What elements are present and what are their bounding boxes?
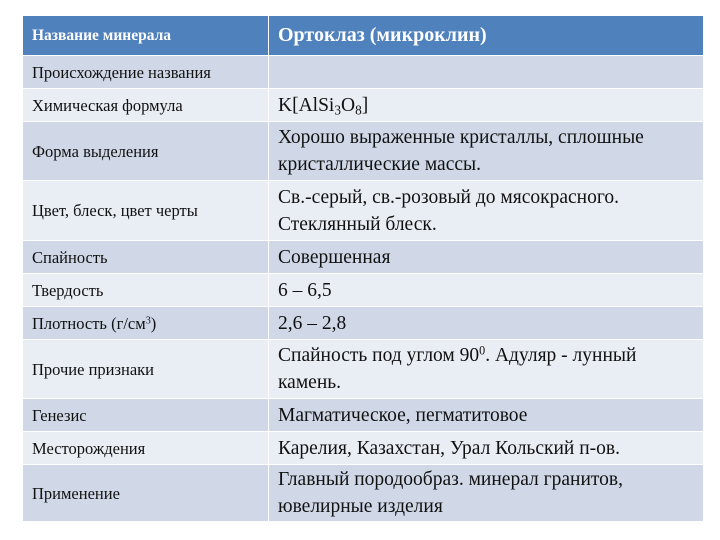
row-label-other-features: Прочие признаки	[23, 340, 269, 399]
table-row	[23, 432, 704, 465]
table-row	[23, 56, 704, 89]
row-value-deposits: Карелия, Казахстан, Урал Кольский п-ов.	[269, 432, 704, 465]
row-value-density: 2,6 – 2,8	[269, 307, 704, 340]
mineral-properties-table	[22, 15, 704, 522]
row-label-density: Плотность $(г/см^3)$	[23, 307, 269, 340]
table-row	[23, 241, 704, 274]
table-row	[23, 465, 704, 522]
row-value-application: Главный породообраз. минерал гранитов, ювелирные изделия	[269, 465, 704, 522]
row-value-color-luster: Св.-серый, св.-розовый до мясокрасного. Стеклянный блеск.	[269, 181, 704, 241]
table-row	[23, 181, 704, 241]
row-label-application: Применение	[23, 465, 269, 522]
row-label-origin-of-name: Происхождение названия	[23, 56, 269, 89]
table-row	[23, 340, 704, 399]
table-header-row	[23, 16, 704, 56]
row-value-hardness: 6 – 6,5	[269, 274, 704, 307]
row-label-cleavage: Спайность	[23, 241, 269, 274]
row-label-deposits: Месторождения	[23, 432, 269, 465]
table-row	[23, 89, 704, 122]
row-value-genesis: Магматическое, пегматитовое	[269, 399, 704, 432]
row-label-color-luster: Цвет, блеск, цвет черты	[23, 181, 269, 241]
row-value-cleavage: Совершенная	[269, 241, 704, 274]
table-row	[23, 307, 704, 340]
row-label-chemical-formula: Химическая формула	[23, 89, 269, 122]
row-value-form: Хорошо выраженные кристаллы, сплошные кристаллические массы.	[269, 122, 704, 181]
table-row	[23, 122, 704, 181]
row-value-origin-of-name	[269, 56, 704, 89]
table-row	[23, 274, 704, 307]
row-value-other-features: Спайность под углом $90^0$. Адуляр - лунный камень.	[269, 340, 704, 399]
row-label-hardness: Твердость	[23, 274, 269, 307]
header-label-cell: Название минерала	[23, 16, 269, 56]
row-value-chemical-formula: $K[AlSi_3O_8]$	[269, 89, 704, 122]
table-row	[23, 399, 704, 432]
row-label-form: Форма выделения	[23, 122, 269, 181]
row-label-genesis: Генезис	[23, 399, 269, 432]
header-value-cell: Ортоклаз (микроклин)	[269, 16, 704, 56]
